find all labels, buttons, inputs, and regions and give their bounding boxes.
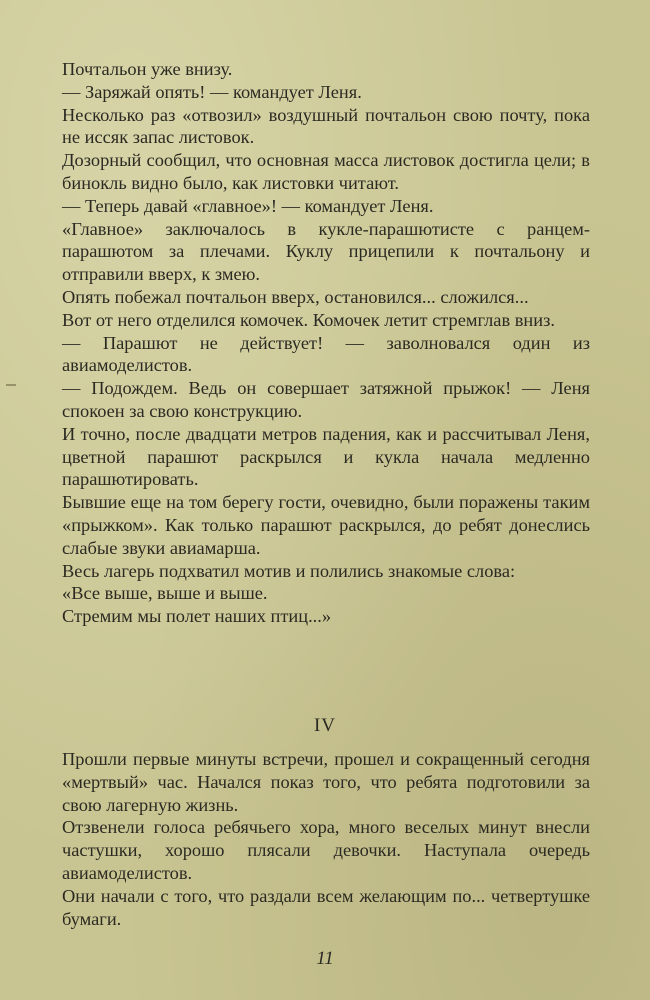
chapter-heading: IV xyxy=(313,715,337,736)
paragraph: Несколько раз «отвозил» воздушный почтальон свою почту, пока не иссяк запас листовок. xyxy=(62,104,590,148)
paragraph: Весь лагерь подхватил мотив и полились знакомые слова: xyxy=(62,560,516,581)
paragraph: «Главное» заключалось в кукле-парашютисте с ранцем-парашютом за плечами. Куклу прицепили к почтальону и отправили вверх, к змею. xyxy=(62,218,590,285)
song-line: «Все выше, выше и выше. xyxy=(62,583,268,604)
paragraph: Прошли первые минуты встречи, прошел и сокращенный сегодня «мертвый» час. Начался показ того, что ребята подготовили за свою лагерную жизнь. xyxy=(62,749,590,815)
paragraph: — Парашют не действует! — заволновался один из авиамоделистов. xyxy=(62,332,590,376)
page-number: 11 xyxy=(316,948,334,969)
paragraph: Почтальон уже внизу. xyxy=(62,59,233,79)
paragraph: Они начали с того, что раздали всем желающим по... четвертушке бумаги. xyxy=(62,885,590,929)
paragraph: И точно, после двадцати метров падения, как и рассчитывал Леня, цветной парашют раскрылся и кукла начала медленно парашютировать. xyxy=(62,423,590,490)
paragraph: Отзвенели голоса ребячьего хора, много веселых минут внесли частушки, хорошо плясали девочки. Наступала очередь авиамоделистов. xyxy=(62,817,590,883)
paragraph: Дозорный сообщил, что основная масса листовок достигла цели; в бинокль видно было, как листовки читают. xyxy=(62,150,590,193)
paragraph: — Теперь давай «главное»! — командует Леня. xyxy=(62,195,434,216)
text-block-bottom xyxy=(62,748,590,930)
paragraph: — Заряжай опять! — командует Леня. xyxy=(62,81,362,102)
paragraph: Вот от него отделился комочек. Комочек летит стремглав вниз. xyxy=(62,309,555,330)
paragraph: Бывшие еще на том берегу гости, очевидно, были поражены таким «прыжком». Как только парашют раскрылся, до ребят донеслись слабые звуки авиамарша. xyxy=(62,492,590,558)
text-block-top xyxy=(62,58,590,628)
paragraph: — Подождем. Ведь он совершает затяжной прыжок! — Леня спокоен за свою конструкцию. xyxy=(62,378,590,421)
paragraph: Опять побежал почтальон вверх, остановился... сложился... xyxy=(62,286,529,307)
song-line: Стремим мы полет наших птиц...» xyxy=(62,606,332,627)
margin-mark xyxy=(6,384,16,386)
